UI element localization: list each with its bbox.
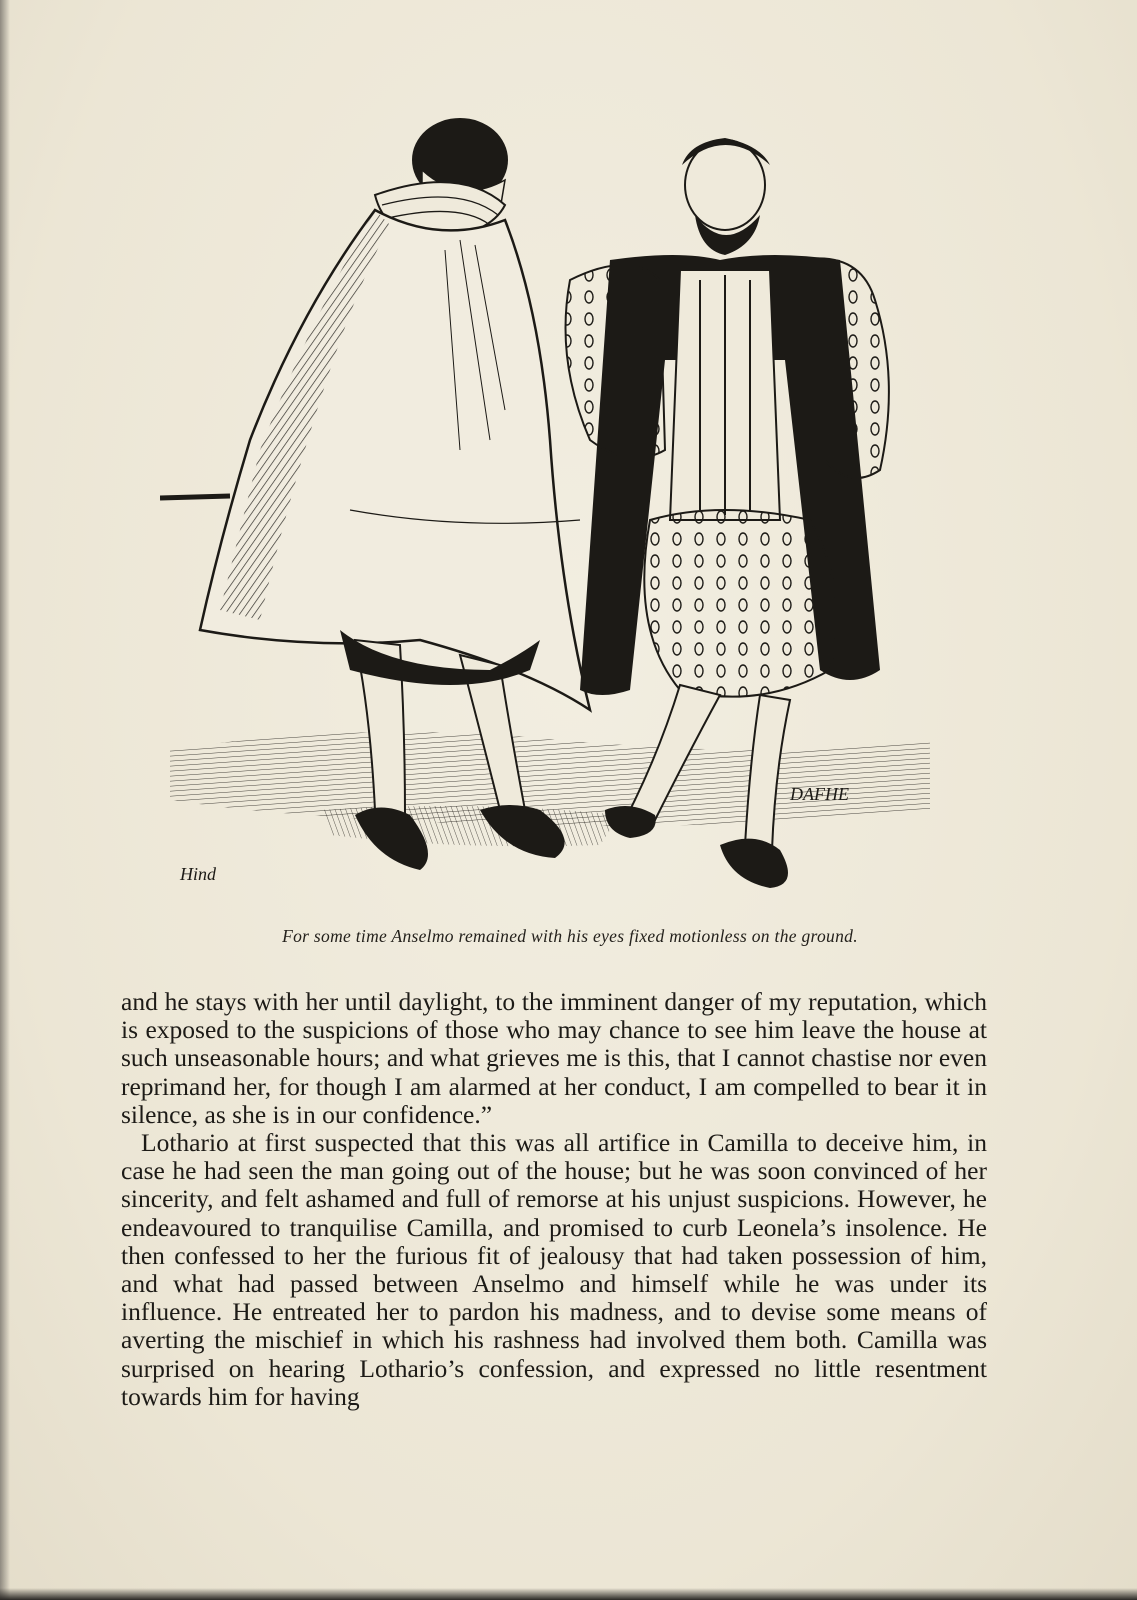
woodcut-two-men-illustration-icon bbox=[160, 110, 980, 910]
binding-shadow bbox=[0, 0, 10, 1600]
paragraph: Lothario at first suspected that this was all artifice in Camilla to deceive him, in case he had seen the man going out of the house; but he was soon convinced of her sincerity, and felt ashamed and full of remorse at his unjust suspicions. However, he endeavoured to tranquilise Camilla, and promised to curb Leonela’s insolence. He then confessed to her the furious fit of jealousy that had taken possession of him, and what had passed between Anselmo and himself while he was under its influence. He entreated her to pardon his madness, and to devise some means of averting the mischief in which his rashness had involved them both. Camilla was surprised on hearing Lothario’s confession, and expressed no little resentment towards him for having bbox=[121, 1128, 987, 1411]
paragraph: and he stays with her until daylight, to the imminent danger of my reputation, which is exposed to the suspicions of those who may chance to see him leave the house at such unseasonable hours; and what grieves me is this, that I cannot chastise nor even reprimand her, for though I am alarmed at her conduct, I am compelled to bear it in silence, as she is in our confidence.” bbox=[121, 987, 987, 1129]
page-bottom-edge bbox=[0, 1588, 1137, 1600]
woodcut-illustration bbox=[160, 110, 980, 910]
artist-signature-left: Hind bbox=[180, 864, 216, 884]
engraver-signature-right: DAFHE bbox=[790, 784, 849, 804]
body-text bbox=[121, 988, 987, 1411]
illustration-caption: For some time Anselmo remained with his eyes fixed motionless on the ground. bbox=[282, 926, 858, 946]
